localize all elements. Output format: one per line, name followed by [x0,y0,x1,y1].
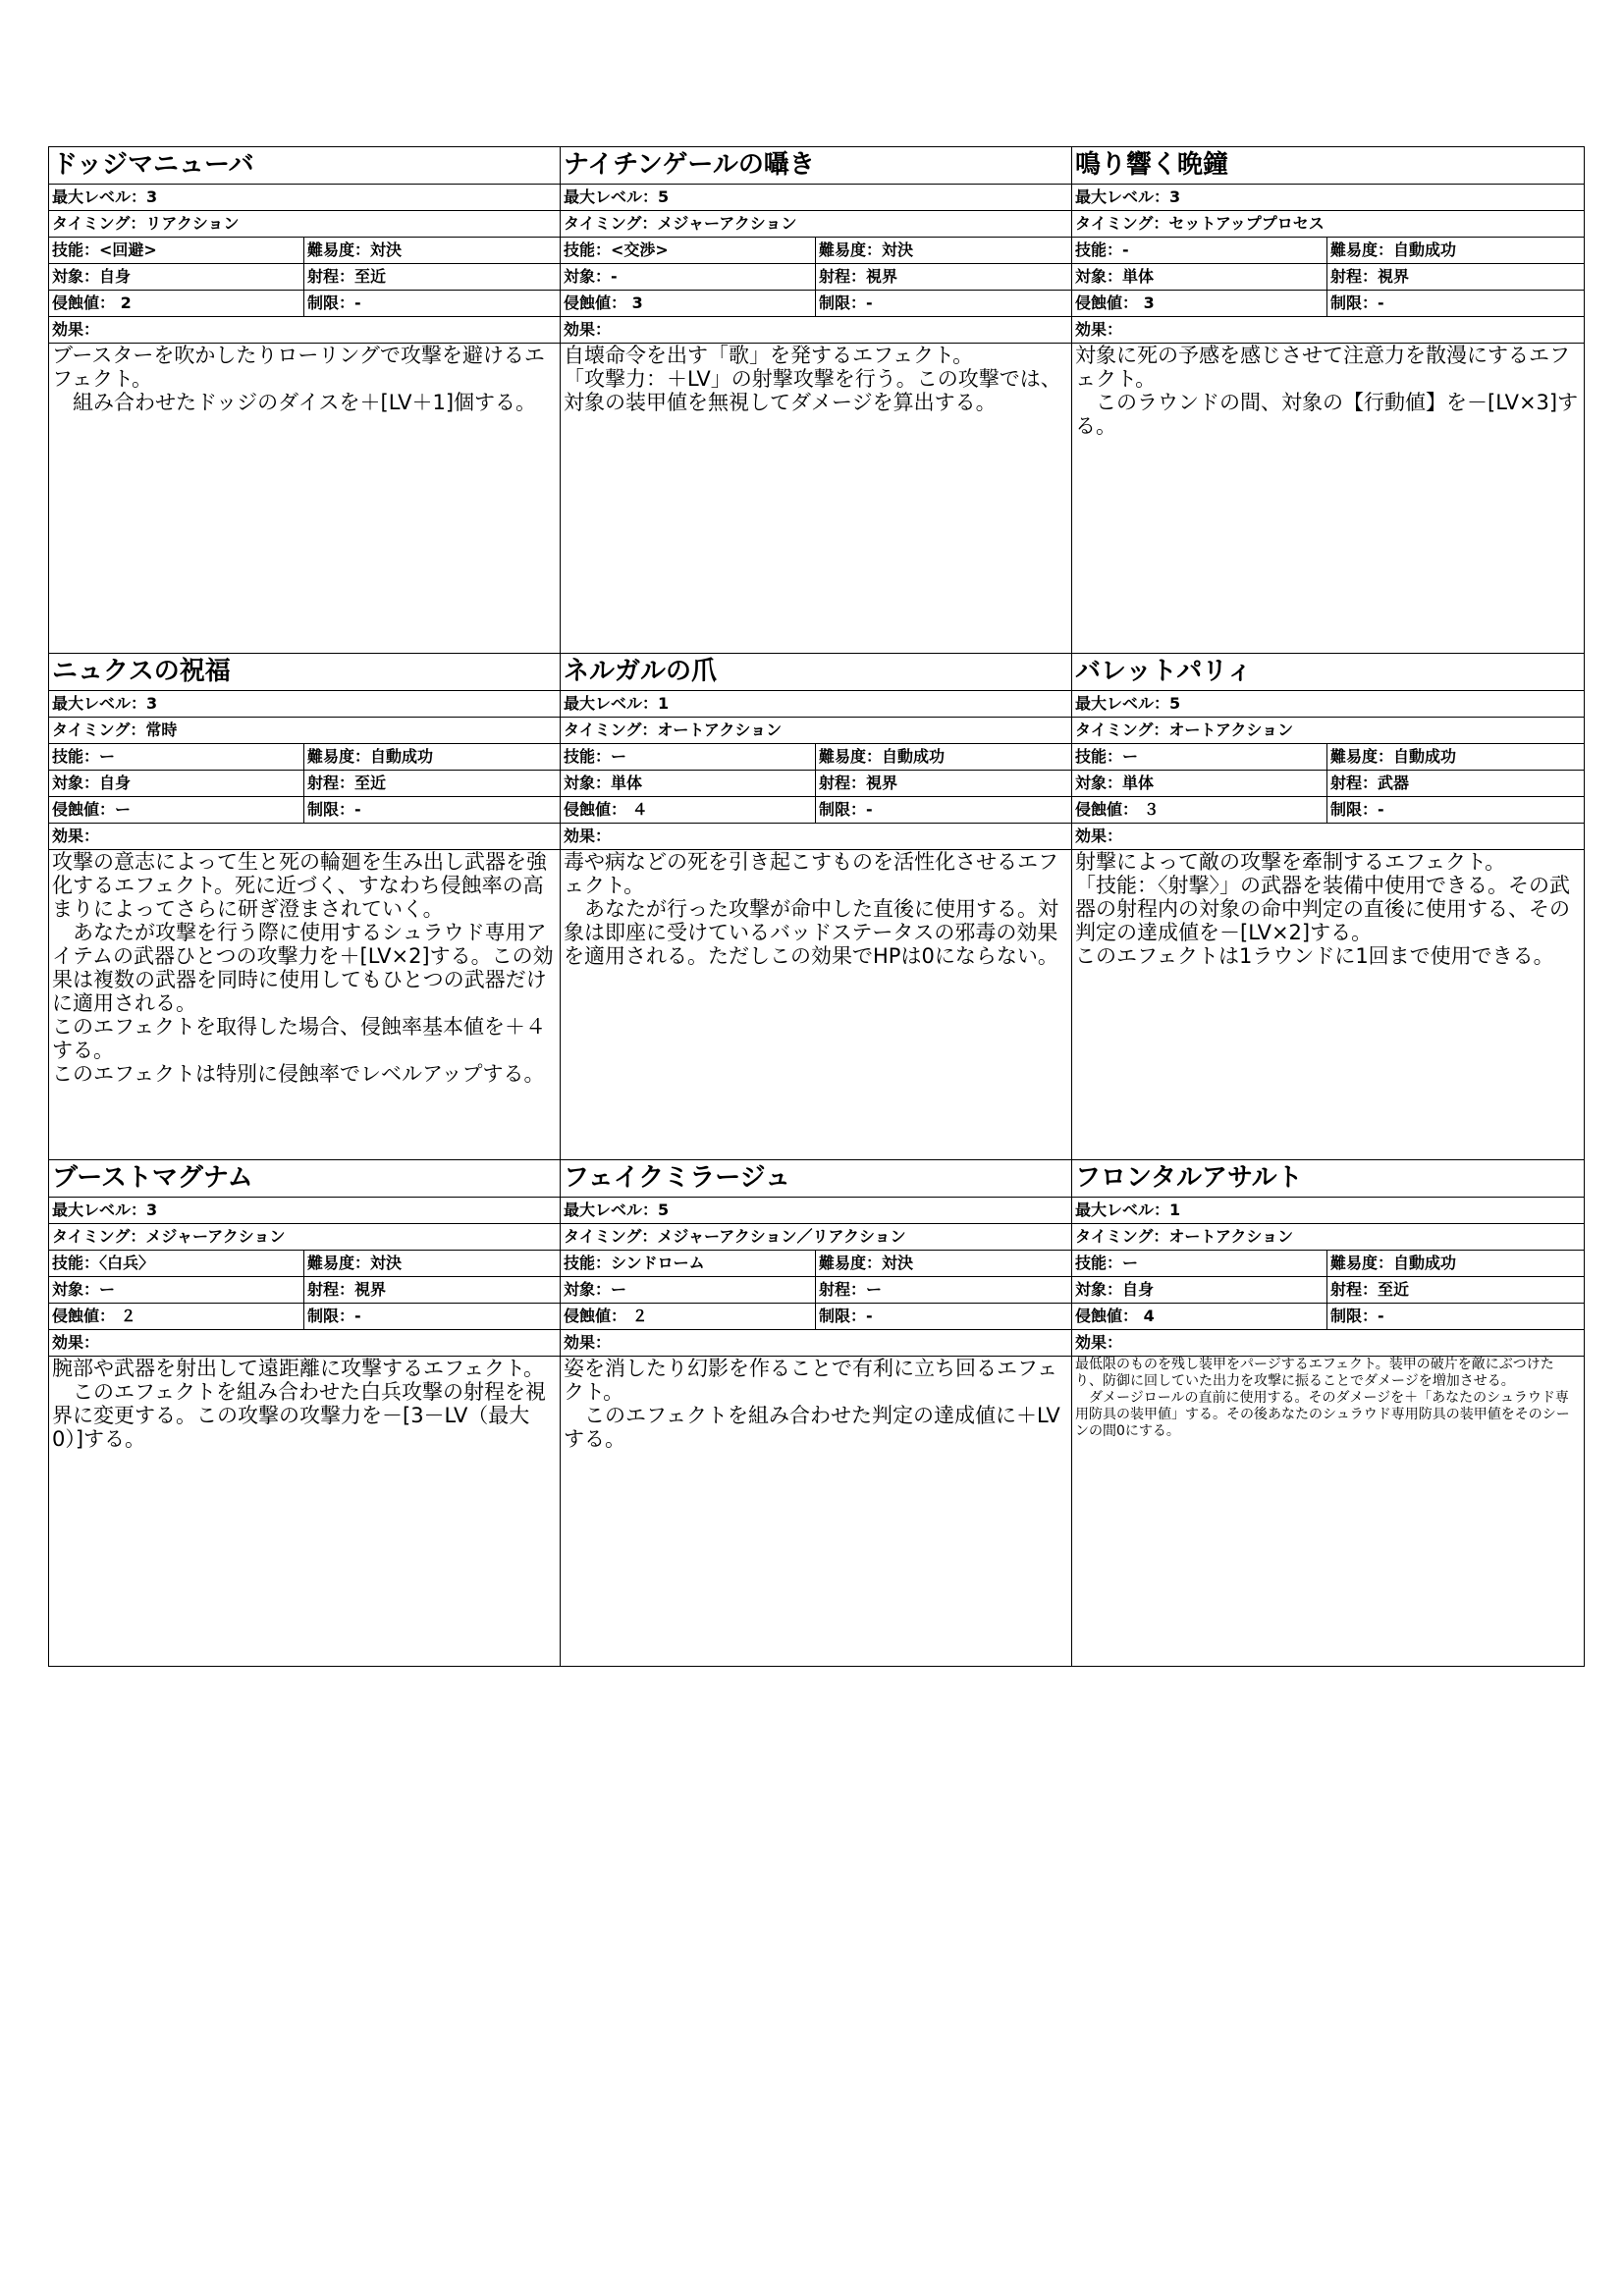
card-target: 対象：自身 [49,771,304,797]
card-erosion: 侵蝕値： ４ [561,797,816,824]
card-timing: タイミング：セットアッププロセス [1072,211,1585,238]
card-max-level: 最大レベル：3 [1072,185,1585,211]
sheet-row-name [49,147,1585,185]
card-skill: 技能：<回避> [49,238,304,264]
card-range: 射程：至近 [304,264,561,291]
card-erosion: 侵蝕値：ー [49,797,304,824]
card-target: 対象：単体 [1072,264,1327,291]
sheet-row-target [49,1277,1585,1304]
card-limit: 制限：- [816,291,1072,317]
card-limit: 制限：- [1327,797,1585,824]
card-difficulty: 難易度：自動成功 [816,744,1072,771]
card-erosion: 侵蝕値： 3 [1072,291,1327,317]
card-max-level: 最大レベル：3 [49,185,561,211]
sheet-row-skill [49,238,1585,264]
sheet-row-max_level [49,691,1585,718]
card-limit: 制限：- [1327,291,1585,317]
effect-line: 自壊命令を出す「歌」を発するエフェクト。 [564,344,974,367]
card-skill: 技能：ー [49,744,304,771]
sheet-row-effect_label [49,317,1585,344]
card-effect-label: 効果： [1072,824,1585,850]
card-effect [1072,344,1585,654]
card-name: ネルガルの爪 [561,654,1072,691]
card-effect [49,1357,561,1667]
card-difficulty: 難易度：自動成功 [1327,238,1585,264]
effect-line: あなたが攻撃を行う際に使用するシュラウド専用アイテムの武器ひとつの攻撃力を＋[LV×2]する。この効果は複数の武器を同時に使用してもひとつの武器だけに適用される。 [52,921,554,1015]
card-difficulty: 難易度：自動成功 [1327,1251,1585,1277]
card-name: バレットパリィ [1072,654,1585,691]
effect-line: 対象に死の予感を感じさせて注意力を散漫にするエフェクト。 [1075,344,1571,391]
card-name: ドッジマニューバ [49,147,561,185]
sheet-row-timing [49,211,1585,238]
sheet-row-target [49,771,1585,797]
card-timing: タイミング：メジャーアクション／リアクション [561,1224,1072,1251]
card-effect [561,1357,1072,1667]
card-name: 鳴り響く晩鐘 [1072,147,1585,185]
card-effect-label: 効果： [561,824,1072,850]
card-erosion: 侵蝕値： 2 [49,291,304,317]
card-target: 対象：自身 [49,264,304,291]
sheet-row-name [49,1160,1585,1198]
card-name: ニュクスの祝福 [49,654,561,691]
card-limit: 制限：- [1327,1304,1585,1330]
card-effect-label: 効果： [561,317,1072,344]
effect-line: 最低限のものを残し装甲をパージするエフェクト。装甲の破片を敵にぶつけたり、防御に回していた出力を攻撃に振ることでダメージを増加させる。 [1075,1357,1554,1389]
card-max-level: 最大レベル：5 [561,185,1072,211]
card-range: 射程：至近 [304,771,561,797]
card-skill: 技能：- [1072,238,1327,264]
effect-line: このエフェクトを組み合わせた判定の達成値に＋LVする。 [564,1404,1060,1451]
effect-line: 射撃によって敵の攻撃を牽制するエフェクト。 [1075,850,1506,874]
card-target: 対象：ー [561,1277,816,1304]
card-erosion: 侵蝕値： 4 [1072,1304,1327,1330]
card-effect [49,850,561,1160]
card-effect [561,850,1072,1160]
card-limit: 制限：- [816,1304,1072,1330]
sheet-row-timing [49,1224,1585,1251]
card-range: 射程：武器 [1327,771,1585,797]
card-limit: 制限：- [304,1304,561,1330]
effect-line: ダメージロールの直前に使用する。そのダメージを＋「あなたのシュラウド専用防具の装甲値」する。その後あなたのシュラウド専用防具の装甲値をそのシーンの間0にする。 [1075,1390,1570,1439]
card-timing: タイミング：メジャーアクション [561,211,1072,238]
card-effect-label: 効果： [561,1330,1072,1357]
card-name: フロンタルアサルト [1072,1160,1585,1198]
card-timing: タイミング：オートアクション [1072,1224,1585,1251]
card-range: 射程：至近 [1327,1277,1585,1304]
card-difficulty: 難易度：対決 [304,238,561,264]
card-skill: 技能：ー [1072,1251,1327,1277]
card-range: 射程：視界 [816,771,1072,797]
card-timing: タイミング：メジャーアクション [49,1224,561,1251]
effect-line: 「攻撃力：＋LV」の射撃攻撃を行う。この攻撃では、対象の装甲値を無視してダメージを算出する。 [564,367,1061,414]
effect-line: ブースターを吹かしたりローリングで攻撃を避けるエフェクト。 [52,344,545,391]
card-erosion: 侵蝕値： ２ [561,1304,816,1330]
card-difficulty: 難易度：自動成功 [1327,744,1585,771]
card-difficulty: 難易度：対決 [304,1251,561,1277]
effect-line: 姿を消したり幻影を作ることで有利に立ち回るエフェクト。 [564,1357,1057,1404]
card-target: 対象：自身 [1072,1277,1327,1304]
card-erosion: 侵蝕値： ２ [49,1304,304,1330]
card-difficulty: 難易度：対決 [816,1251,1072,1277]
sheet-row-erosion [49,1304,1585,1330]
sheet-row-effect [49,850,1585,1160]
card-effect [561,344,1072,654]
sheet-row-erosion [49,797,1585,824]
effect-line: このエフェクトを組み合わせた白兵攻撃の射程を視界に変更する。この攻撃の攻撃力を－[3－LV（最大0）]する。 [52,1380,546,1451]
card-effect-label: 効果： [1072,317,1585,344]
card-skill: 技能：シンドローム [561,1251,816,1277]
effect-line: このエフェクトは特別に侵蝕率でレベルアップする。 [52,1062,545,1086]
card-effect [1072,1357,1585,1667]
sheet-row-effect_label [49,824,1585,850]
card-effect-label: 効果： [49,824,561,850]
card-max-level: 最大レベル：1 [1072,1198,1585,1224]
card-max-level: 最大レベル：3 [49,1198,561,1224]
card-skill: 技能：ー [561,744,816,771]
card-range: 射程：視界 [304,1277,561,1304]
sheet-row-target [49,264,1585,291]
sheet-row-effect [49,344,1585,654]
sheet-row-effect [49,1357,1585,1667]
card-range: 射程：ー [816,1277,1072,1304]
card-target: 対象：単体 [1072,771,1327,797]
card-timing: タイミング：リアクション [49,211,561,238]
sheet-row-max_level [49,185,1585,211]
effect-line: 腕部や武器を射出して遠距離に攻撃するエフェクト。 [52,1357,545,1380]
effect-line: 攻撃の意志によって生と死の輪廻を生み出し武器を強化するエフェクト。死に近づく、すなわち侵蝕率の高まりによってさらに研ぎ澄まされていく。 [52,850,547,921]
card-max-level: 最大レベル：3 [49,691,561,718]
card-effect-label: 効果： [49,1330,561,1357]
card-skill: 技能：ー [1072,744,1327,771]
card-erosion: 侵蝕値： ３ [1072,797,1327,824]
sheet-row-effect_label [49,1330,1585,1357]
sheet-row-erosion [49,291,1585,317]
card-erosion: 侵蝕値： 3 [561,291,816,317]
card-effect-label: 効果： [1072,1330,1585,1357]
effect-line: このラウンドの間、対象の【行動値】を－[LV×3]する。 [1075,391,1579,438]
card-effect [1072,850,1585,1160]
sheet-row-max_level [49,1198,1585,1224]
card-target: 対象：ー [49,1277,304,1304]
effect-line: このエフェクトは1ラウンドに1回まで使用できる。 [1075,944,1554,968]
sheet-row-skill [49,744,1585,771]
card-skill: 技能：〈白兵〉 [49,1251,304,1277]
card-effect-label: 効果： [49,317,561,344]
effect-line: あなたが行った攻撃が命中した直後に使用する。対象は即座に受けているバッドステータスの邪毒の効果を適用される。ただしこの効果でHPは0にならない。 [564,897,1059,968]
card-target: 対象：単体 [561,771,816,797]
effect-line: 毒や病などの死を引き起こすものを活性化させるエフェクト。 [564,850,1059,897]
card-timing: タイミング：オートアクション [1072,718,1585,744]
card-max-level: 最大レベル：5 [1072,691,1585,718]
card-limit: 制限：- [304,797,561,824]
effect-line: 組み合わせたドッジのダイスを＋[LV＋1]個する。 [52,391,537,414]
card-limit: 制限：- [816,797,1072,824]
card-timing: タイミング：オートアクション [561,718,1072,744]
card-timing: タイミング：常時 [49,718,561,744]
card-name: ブーストマグナム [49,1160,561,1198]
sheet-row-skill [49,1251,1585,1277]
card-difficulty: 難易度：自動成功 [304,744,561,771]
card-range: 射程：視界 [816,264,1072,291]
card-max-level: 最大レベル：1 [561,691,1072,718]
effect-sheet-table [48,146,1585,1667]
card-difficulty: 難易度：対決 [816,238,1072,264]
card-limit: 制限：- [304,291,561,317]
sheet-row-name [49,654,1585,691]
card-range: 射程：視界 [1327,264,1585,291]
card-name: フェイクミラージュ [561,1160,1072,1198]
card-skill: 技能：<交渉> [561,238,816,264]
card-max-level: 最大レベル：5 [561,1198,1072,1224]
card-name: ナイチンゲールの囁き [561,147,1072,185]
effect-line: 「技能：〈射撃〉」の武器を装備中使用できる。その武器の射程内の対象の命中判定の直後に使用する、その判定の達成値を－[LV×2]する。 [1075,874,1571,944]
card-target: 対象：- [561,264,816,291]
sheet-row-timing [49,718,1585,744]
card-effect [49,344,561,654]
effect-line: このエフェクトを取得した場合、侵蝕率基本値を＋４する。 [52,1015,546,1062]
